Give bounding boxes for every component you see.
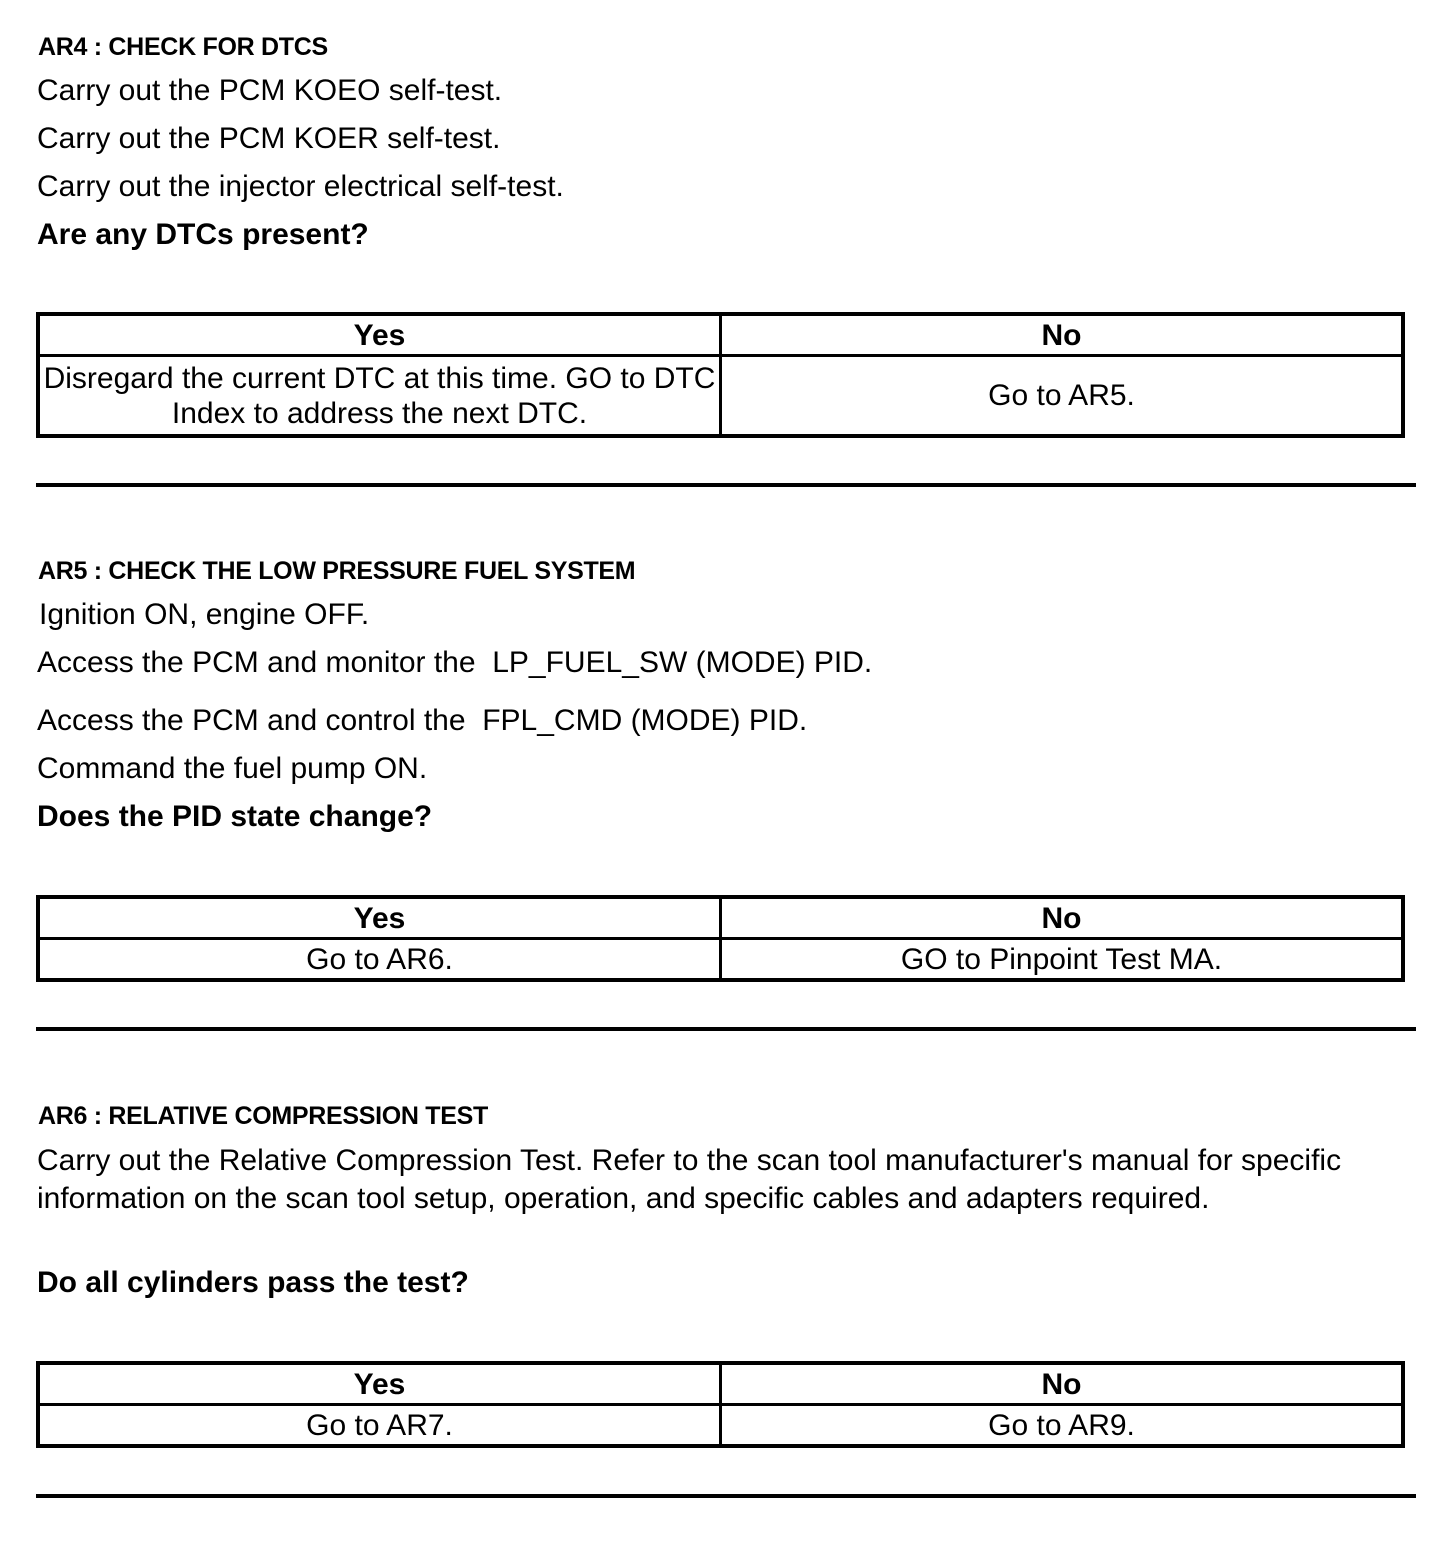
yes-header: Yes — [38, 897, 721, 939]
no-header: No — [721, 314, 1404, 356]
yes-header: Yes — [38, 1363, 721, 1405]
question-text: Do all cylinders pass the test? — [37, 1266, 469, 1299]
no-header: No — [721, 1363, 1404, 1405]
yes-no-table-ar6 — [36, 1361, 1405, 1448]
step-text: Command the fuel pump ON. — [37, 752, 428, 785]
step-text: Ignition ON, engine OFF. — [39, 598, 370, 631]
step-text: Access the PCM and monitor the LP_FUEL_SW (MODE) PID. — [37, 646, 873, 679]
section-heading-ar6: AR6 : RELATIVE COMPRESSION TEST — [38, 1102, 489, 1130]
yes-action: Go to AR7. — [38, 1405, 721, 1447]
step-text: Carry out the PCM KOER self-test. — [37, 122, 501, 155]
question-text: Are any DTCs present? — [37, 218, 369, 251]
yes-no-table-ar5 — [36, 895, 1405, 982]
yes-action: Go to AR6. — [38, 939, 721, 981]
step-text: Carry out the PCM KOEO self-test. — [37, 74, 503, 107]
section-heading-ar5: AR5 : CHECK THE LOW PRESSURE FUEL SYSTEM — [38, 557, 636, 585]
section-divider — [36, 1027, 1416, 1031]
question-text: Does the PID state change? — [37, 800, 433, 833]
no-header: No — [721, 897, 1404, 939]
no-action: Go to AR5. — [721, 356, 1404, 437]
section-heading-ar4: AR4 : CHECK FOR DTCS — [38, 33, 328, 61]
no-action: GO to Pinpoint Test MA. — [721, 939, 1404, 981]
step-text: Carry out the injector electrical self-test. — [37, 170, 564, 203]
section-divider — [36, 483, 1416, 487]
yes-header: Yes — [38, 314, 721, 356]
no-action: Go to AR9. — [721, 1405, 1404, 1447]
instruction-paragraph: Carry out the Relative Compression Test. Refer to the scan tool manufacturer's manual for specific information on the scan tool setup, operation, and specific cables and adapters required. — [37, 1144, 1342, 1215]
step-text: Access the PCM and control the FPL_CMD (MODE) PID. — [37, 704, 808, 737]
section-divider — [36, 1494, 1416, 1498]
yes-action: Disregard the current DTC at this time. GO to DTC Index to address the next DTC. — [38, 356, 721, 437]
yes-no-table-ar4 — [36, 312, 1405, 438]
